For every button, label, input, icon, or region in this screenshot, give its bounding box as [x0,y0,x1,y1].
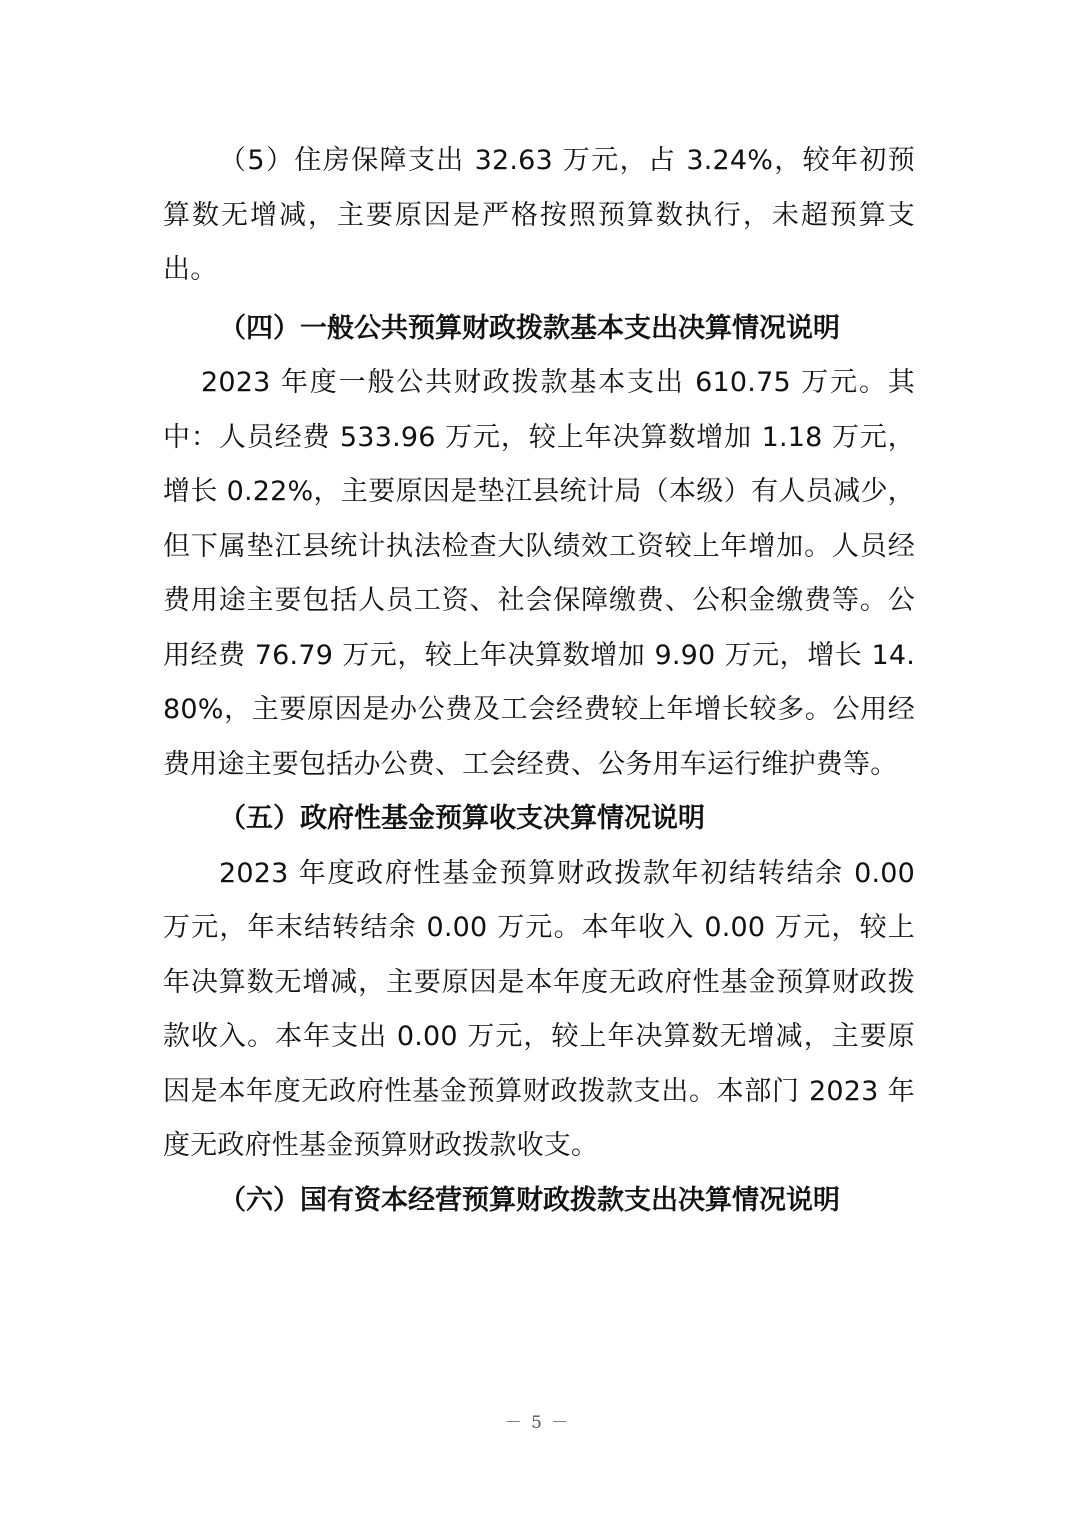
paragraph-government-fund: 2023 年度政府性基金预算财政拨款年初结转结余 0.00 万元，年末结转结余 0.00 万元。本年收入 0.00 万元，较上年决算数无增减，主要原因是本年度无政府性基金预算财政拨款收入。本年支出 0.00 万元，较上年决算数无增减，主要原因是本年度无政府性基金预算财政拨款支出。本部门 2023 年度无政府性基金预算财政拨款收支。 [163,857,915,1161]
document-body [163,134,915,1228]
section-heading-state-capital-budget: （六）国有资本经营预算财政拨款支出决算情况说明 [219,1184,840,1216]
paragraph-basic-expenditure: 2023 年度一般公共财政拨款基本支出 610.75 万元。其中：人员经费 533.96 万元，较上年决算数增加 1.18 万元，增长 0.22%，主要原因是垫江县统计局（本级）有人员减少，但下属垫江县统计执法检查大队绩效工资较上年增加。人员经费用途主要包括人员工资、社会保障缴费、公积金缴费等。公用经费 76.79 万元，较上年决算数增加 9.90 万元，增长 14.80%，主要原因是办公费及工会经费较上年增长较多。公用经费用途主要包括办公费、工会经费、公务用车运行维护费等。 [163,367,915,780]
section-heading-general-budget-basic-expenditure: （四）一般公共预算财政拨款基本支出决算情况说明 [219,312,840,344]
section-heading-government-fund-budget: （五）政府性基金预算收支决算情况说明 [219,803,705,834]
page-number-footer: － 5 － [504,1413,571,1433]
paragraph-housing-expenditure: （5）住房保障支出 32.63 万元，占 3.24%，较年初预算数无增减，主要原因是严格按照预算数执行，未超预算支出。 [163,145,915,285]
